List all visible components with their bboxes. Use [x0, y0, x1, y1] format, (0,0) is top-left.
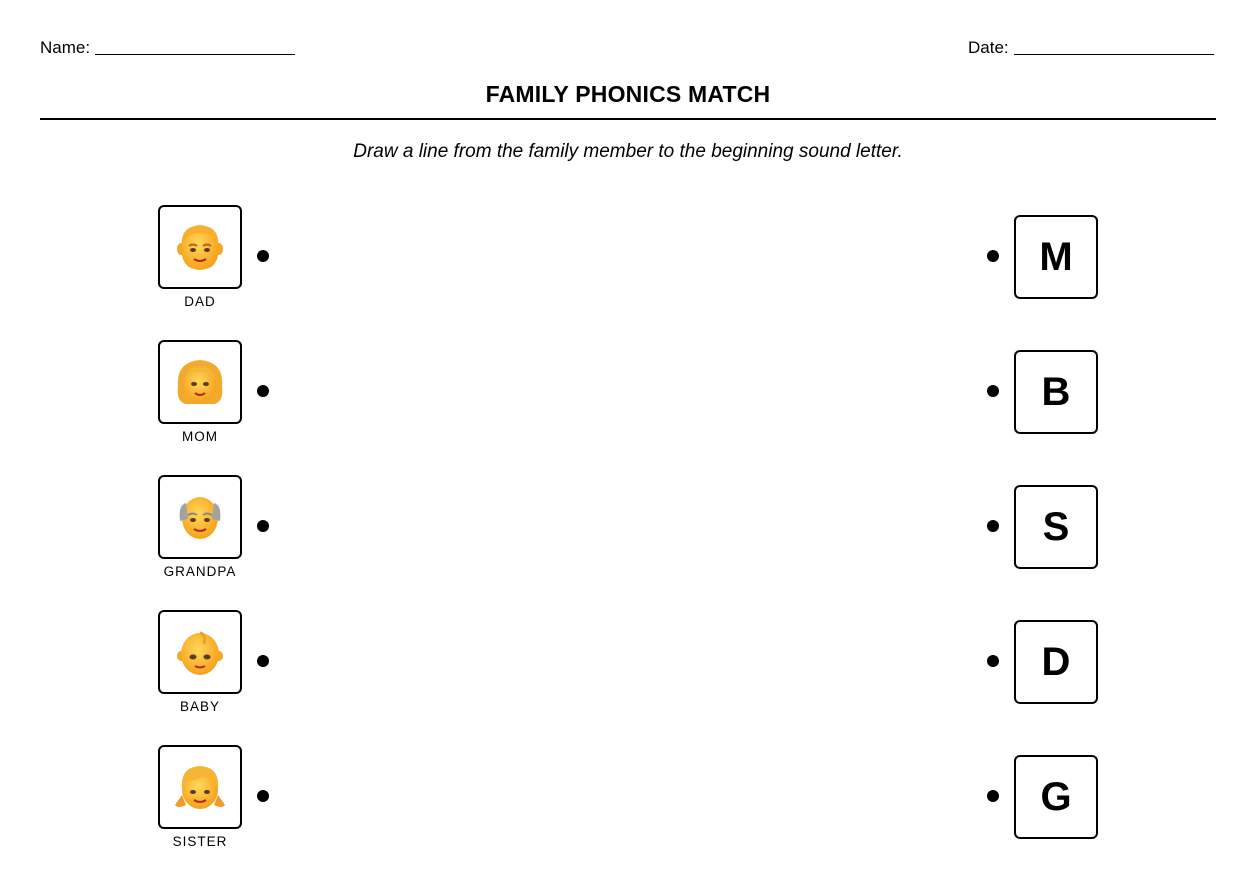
match-row: [0, 340, 1256, 450]
picture-box-mom: [158, 340, 242, 424]
right-connector-dot[interactable]: [987, 250, 999, 262]
letter-box: [1014, 350, 1098, 434]
letter: M: [1039, 234, 1073, 279]
old-man-face-icon: [174, 491, 226, 543]
picture-label: DAD: [184, 294, 216, 309]
name-blank-line[interactable]: [95, 54, 295, 55]
title-divider: [40, 118, 1216, 120]
letter-box: [1014, 215, 1098, 299]
letter-box: [1014, 485, 1098, 569]
picture-box-sister: [158, 745, 242, 829]
picture-label: BABY: [179, 699, 221, 714]
right-connector-dot[interactable]: [987, 655, 999, 667]
left-connector-dot[interactable]: [257, 250, 269, 262]
letter-box: [1014, 620, 1098, 704]
match-row: [0, 475, 1256, 585]
left-connector-dot[interactable]: [257, 385, 269, 397]
match-row: [0, 610, 1256, 720]
letter: D: [1041, 639, 1071, 684]
picture-label: SISTER: [172, 834, 228, 849]
left-connector-dot[interactable]: [257, 790, 269, 802]
man-face-icon: [174, 221, 226, 273]
match-row: [0, 205, 1256, 315]
instructions: Draw a line from the family member to the beginning sound letter.: [353, 141, 903, 162]
picture-label: MOM: [182, 429, 218, 444]
name-label: Name:: [40, 38, 91, 57]
right-connector-dot[interactable]: [987, 520, 999, 532]
letter-box: [1014, 755, 1098, 839]
date-label: Date:: [968, 38, 1009, 57]
woman-face-icon: [174, 356, 226, 408]
date-blank-line[interactable]: [1014, 54, 1214, 55]
left-connector-dot[interactable]: [257, 520, 269, 532]
girl-face-icon: [174, 761, 226, 813]
match-row: [0, 745, 1256, 855]
picture-label: GRANDPA: [163, 564, 237, 579]
left-connector-dot[interactable]: [257, 655, 269, 667]
letter: S: [1042, 504, 1070, 549]
picture-box-grandpa: [158, 475, 242, 559]
name-field[interactable]: [40, 38, 295, 58]
baby-face-icon: [174, 626, 226, 678]
right-connector-dot[interactable]: [987, 385, 999, 397]
picture-box-baby: [158, 610, 242, 694]
right-connector-dot[interactable]: [987, 790, 999, 802]
letter: B: [1041, 369, 1071, 414]
picture-box-dad: [158, 205, 242, 289]
date-field[interactable]: [968, 38, 1214, 58]
letter: G: [1040, 774, 1072, 819]
worksheet-title: FAMILY PHONICS MATCH: [485, 81, 771, 107]
